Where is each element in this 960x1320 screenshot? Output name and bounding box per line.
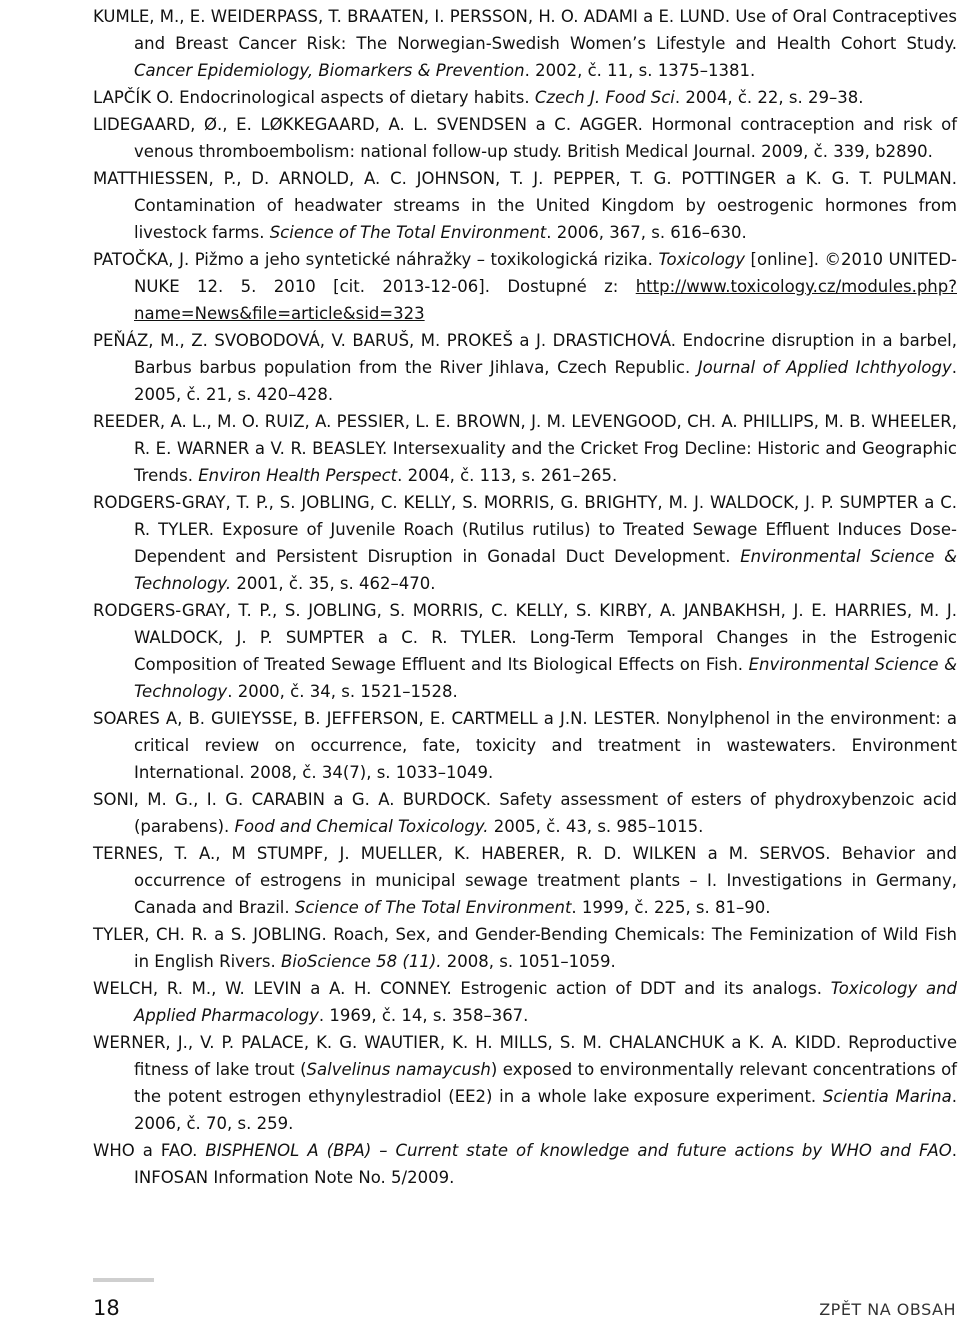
reference-entry xyxy=(93,246,957,327)
reference-text: 2001, č. 35, s. 462–470. xyxy=(231,574,436,593)
reference-entry xyxy=(93,1137,957,1191)
reference-entry xyxy=(93,3,957,84)
reference-source-title: Science of The Total Environment xyxy=(269,223,547,242)
reference-text: . 2002, č. 11, s. 1375–1381. xyxy=(524,61,756,80)
reference-text: 2005, č. 43, s. 985–1015. xyxy=(488,817,704,836)
reference-source-title: Scientia Marina xyxy=(822,1087,952,1106)
reference-entry xyxy=(93,786,957,840)
reference-entry xyxy=(93,489,957,597)
reference-text: LIDEGAARD, Ø., E. LØKKEGAARD, A. L. SVENDSEN a C. AGGER. Hormonal contraception and risk of venous thromboembolism: national follow-up study. British Medical Journal. 2009, č. 339, b2890. xyxy=(93,115,957,161)
reference-entry xyxy=(93,1029,957,1137)
reference-text: 2008, s. 1051–1059. xyxy=(441,952,616,971)
reference-text: PATOČKA, J. Pižmo a jeho syntetické náhražky – toxikologická rizika. xyxy=(93,250,659,269)
reference-text: WHO a FAO. xyxy=(93,1141,206,1160)
reference-text: KUMLE, M., E. WEIDERPASS, T. BRAATEN, I. PERSSON, H. O. ADAMI a E. LUND. Use of Oral Contraceptives and Breast Cancer Risk: The Norwegian-Swedish Women’s Lifestyle and Health Cohort Study. xyxy=(93,7,957,53)
reference-text: MATTHIESSEN, P., D. ARNOLD, A. C. JOHNSON, T. J. PEPPER, T. G. POTTINGER a K. G. T. PULMAN. Contamination of headwater streams in the United Kingdom by oestrogenic hormones from livestock farms. xyxy=(93,169,957,242)
reference-text: [online]. ©2010 UNITED-NUKE 12. 5. 2010 [cit. 2013-12-06]. Dostupné z: xyxy=(134,250,957,296)
reference-entry xyxy=(93,705,957,786)
reference-text: . 2004, č. 22, s. 29–38. xyxy=(674,88,864,107)
reference-entry xyxy=(93,165,957,246)
reference-text: WERNER, J., V. P. PALACE, K. G. WAUTIER, K. H. MILLS, S. M. CHALANCHUK a K. A. KIDD. Reproductive fitness of lake trout ( xyxy=(93,1033,957,1079)
footer-divider xyxy=(93,1278,154,1282)
reference-source-title: BISPHENOL A (BPA) – Current state of knowledge and future actions by WHO and FAO xyxy=(205,1141,952,1160)
reference-entry xyxy=(93,597,957,705)
reference-source-title: Environmental Science & Technology. xyxy=(134,547,958,593)
reference-text: . 2000, č. 34, s. 1521–1528. xyxy=(227,682,458,701)
reference-entry xyxy=(93,840,957,921)
reference-source-title: Toxicology xyxy=(658,250,746,269)
reference-text: . 1969, č. 14, s. 358–367. xyxy=(318,1006,529,1025)
reference-text: SOARES A, B. GUIEYSSE, B. JEFFERSON, E. CARTMELL a J.N. LESTER. Nonylphenol in the environment: a critical review on occurrence, fate, toxicity and treatment in wastewaters. Environment International. 2008, č. 34(7), s. 1033–1049. xyxy=(93,709,957,782)
back-to-contents-link[interactable]: ZPĚT NA OBSAH xyxy=(819,1300,956,1319)
reference-text: TERNES, T. A., M STUMPF, J. MUELLER, K. HABERER, R. D. WILKEN a M. SERVOS. Behavior and occurrence of estrogens in municipal sewage treatment plants – I. Investigations in Germany, Canada and Brazil. xyxy=(93,844,957,917)
reference-text: RODGERS-GRAY, T. P., S. JOBLING, C. KELLY, S. MORRIS, G. BRIGHTY, M. J. WALDOCK, J. P. SUMPTER a C. R. TYLER. Exposure of Juvenile Roach (Rutilus rutilus) to Treated Sewage Effluent Induces Dose-Dependent and Persistent Disruption in Gonadal Duct Development. xyxy=(93,493,957,566)
reference-text: LAPČÍK O. Endocrinological aspects of dietary habits. xyxy=(93,88,535,107)
reference-entry xyxy=(93,921,957,975)
reference-entry xyxy=(93,84,957,111)
reference-source-title: Environ Health Perspect xyxy=(198,466,398,485)
reference-entry xyxy=(93,975,957,1029)
reference-source-title: Cancer Epidemiology, Biomarkers & Prevention xyxy=(134,61,525,80)
reference-source-title: Salvelinus namaycush xyxy=(306,1060,491,1079)
reference-text: REEDER, A. L., M. O. RUIZ, A. PESSIER, L. E. BROWN, J. M. LEVENGOOD, CH. A. PHILLIPS, M. B. WHEELER, R. E. WARNER a V. R. BEASLEY. Intersexuality and the Cricket Frog Decline: Historic and Geographic Trends. xyxy=(93,412,957,485)
reference-text: . 2006, 367, s. 616–630. xyxy=(546,223,747,242)
reference-text: . 1999, č. 225, s. 81–90. xyxy=(571,898,771,917)
reference-text: SONI, M. G., I. G. CARABIN a G. A. BURDOCK. Safety assessment of esters of phydroxybenzoic acid (parabens). xyxy=(93,790,957,836)
reference-source-title: BioScience 58 (11). xyxy=(280,952,442,971)
reference-source-title: Food and Chemical Toxicology. xyxy=(234,817,489,836)
reference-entry xyxy=(93,327,957,408)
reference-text: PEŇÁZ, M., Z. SVOBODOVÁ, V. BARUŠ, M. PROKEŠ a J. DRASTICHOVÁ. Endocrine disruption in a barbel, Barbus barbus population from the River Jihlava, Czech Republic. xyxy=(93,331,957,377)
reference-source-title: Science of The Total Environment xyxy=(294,898,572,917)
reference-text: RODGERS-GRAY, T. P., S. JOBLING, S. MORRIS, C. KELLY, S. KIRBY, A. JANBAKHSH, J. E. HARRIES, M. J. WALDOCK, J. P. SUMPTER a C. R. TYLER. Long-Term Temporal Changes in the Estrogenic Composition of Treated Sewage Effluent and Its Biological Effects on Fish. xyxy=(93,601,957,674)
reference-list xyxy=(93,3,957,1191)
reference-source-title: Czech J. Food Sci xyxy=(534,88,675,107)
reference-text: . 2004, č. 113, s. 261–265. xyxy=(397,466,618,485)
reference-url-link[interactable]: http://www.toxicology.cz/modules.php?name=News&file=article&sid=323 xyxy=(134,277,957,323)
reference-entry xyxy=(93,408,957,489)
reference-text: . INFOSAN Information Note No. 5/2009. xyxy=(134,1141,957,1187)
reference-source-title: Toxicology and Applied Pharmacology xyxy=(134,979,958,1025)
reference-source-title: Journal of Applied Ichthyology xyxy=(697,358,952,377)
reference-text: ) exposed to environmentally relevant concentrations of the potent estrogen ethynylestradiol (EE2) in a whole lake exposure experiment. xyxy=(134,1060,957,1106)
reference-text: TYLER, CH. R. a S. JOBLING. Roach, Sex, and Gender-Bending Chemicals: The Feminization of Wild Fish in English Rivers. xyxy=(93,925,957,971)
reference-source-title: Environmental Science & Technology xyxy=(134,655,957,701)
reference-text: . 2006, č. 70, s. 259. xyxy=(134,1087,957,1133)
page-number: 18 xyxy=(93,1296,120,1320)
reference-entry xyxy=(93,111,957,165)
reference-text: . 2005, č. 21, s. 420–428. xyxy=(134,358,957,404)
reference-text: WELCH, R. M., W. LEVIN a A. H. CONNEY. Estrogenic action of DDT and its analogs. xyxy=(93,979,831,998)
